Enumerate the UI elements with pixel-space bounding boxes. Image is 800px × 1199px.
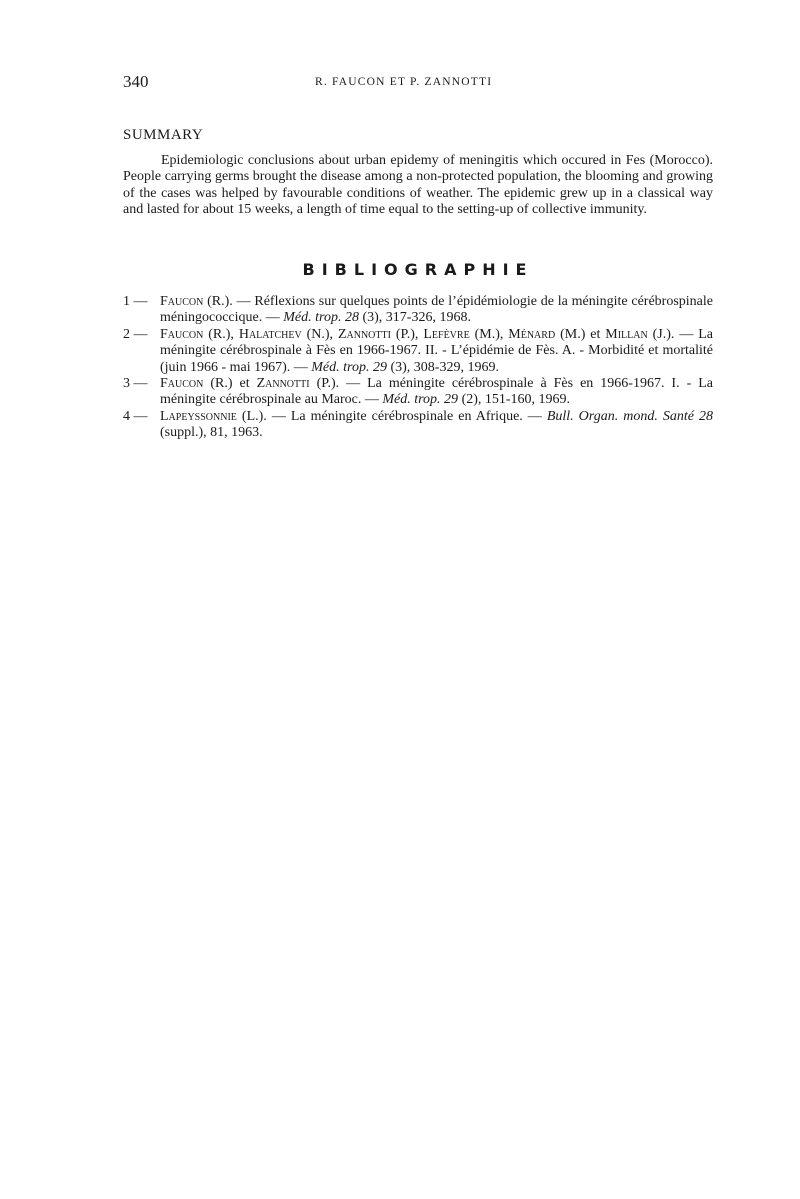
summary-heading: SUMMARY — [123, 127, 204, 143]
reference-text: (R.). — Réflexions sur quelques points de l’épidémiologie de la méningite cérébrospinale méningococcique. — — [160, 294, 713, 326]
reference-journal: Méd. trop. 29 — [382, 392, 459, 408]
bibliography-list — [123, 294, 713, 442]
reference-text: (M.), — [469, 326, 509, 342]
reference-text: (N.), — [301, 326, 338, 342]
reference-author: Zannotti — [256, 376, 310, 392]
reference-journal: Méd. trop. 29 — [311, 359, 387, 375]
reference-number: 4 — — [123, 408, 148, 424]
reference-item — [123, 327, 713, 376]
reference-item — [123, 294, 713, 327]
reference-text: (P.). — La méningite cérébrospinale à Fès en 1966-1967. I. - La méningite cérébrospinale au Maroc. — — [160, 376, 714, 408]
reference-author: Zannotti — [337, 326, 391, 342]
bibliography-heading: BIBLIOGRAPHIE — [302, 260, 534, 279]
reference-author: Lapeyssonnie — [160, 408, 237, 424]
reference-text: (R.), — [203, 326, 239, 342]
reference-text: (J.). — La méningite cérébrospinale à Fès en 1966-1967. II. - L’épidémie de Fès. A. - Morbidité et mortalité (juin 1966 - mai 1967). — — [160, 326, 713, 375]
reference-author: Faucon — [160, 326, 204, 342]
reference-text: (3), 308-329, 1969. — [386, 359, 499, 375]
reference-text: (M.) et — [555, 326, 606, 342]
summary-section — [123, 127, 713, 219]
reference-author: Millan — [605, 326, 648, 342]
reference-text: (2), 151-160, 1969. — [458, 392, 571, 408]
reference-text: (3), 317-326, 1968. — [358, 310, 471, 326]
reference-number: 2 — — [123, 326, 148, 342]
reference-journal: Bull. Organ. mond. Santé 28 — [546, 408, 713, 424]
reference-text: (P.), — [390, 326, 424, 342]
page-number: 340 — [123, 72, 149, 91]
reference-journal: Méd. trop. 28 — [283, 310, 359, 326]
reference-text: (suppl.), 81, 1963. — [160, 425, 263, 441]
reference-author: Lefèvre — [423, 326, 470, 342]
running-title: R. FAUCON ET P. ZANNOTTI — [315, 76, 493, 88]
reference-number: 3 — — [123, 376, 148, 392]
reference-author: Ménard — [508, 326, 556, 342]
reference-author: Faucon — [160, 294, 204, 309]
reference-text: (R.) et — [203, 376, 257, 392]
reference-item — [123, 376, 713, 409]
reference-item — [123, 409, 713, 442]
reference-number: 1 — — [123, 294, 148, 309]
reference-author: Halatchev — [238, 326, 302, 342]
running-head — [123, 72, 713, 98]
reference-text: (L.). — La méningite cérébrospinale en Afrique. — — [236, 408, 547, 424]
reference-author: Faucon — [160, 376, 204, 392]
summary-paragraph: Epidemiologic conclusions about urban epidemy of meningitis which occured in Fes (Morocco). People carrying germs brought the disease among a non-protected population, the blooming and growing of the cases was helped by favourable conditions of weather. The epidemic grew up in a classical way and lasted for about 15 weeks, a length of time equal to the setting-up of collective immunity. — [123, 153, 713, 218]
